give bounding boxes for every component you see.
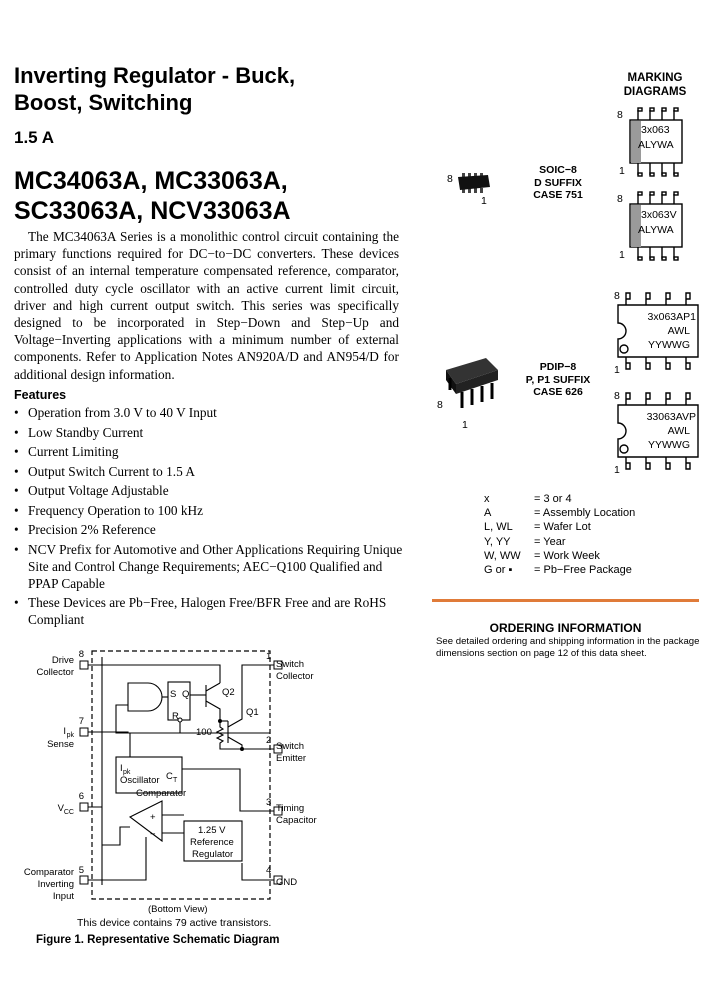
soic-package-icon xyxy=(440,160,500,210)
pin2-label: Switch xyxy=(276,741,304,752)
title-line-2: Boost, Switching xyxy=(14,90,193,115)
svg-text:T: T xyxy=(173,777,178,784)
svg-text:2: 2 xyxy=(266,735,272,746)
schematic-diagram xyxy=(20,645,340,915)
svg-text:Emitter: Emitter xyxy=(276,753,307,764)
page-title xyxy=(14,62,434,116)
svg-text:C: C xyxy=(166,771,173,782)
pdip-chip2-line3: YYWWG xyxy=(648,439,690,451)
marking-diagrams-heading: MARKING DIAGRAMS xyxy=(623,72,687,98)
svg-text:8: 8 xyxy=(78,649,84,660)
feature-item: • Output Voltage Adjustable xyxy=(14,483,169,498)
legend-row: x = 3 or 4 xyxy=(484,493,572,505)
pdip-chip1-line3: YYWWG xyxy=(648,339,690,351)
svg-text:R: R xyxy=(172,711,179,722)
svg-text:Q2: Q2 xyxy=(222,687,235,698)
soic-marking-chip-1 xyxy=(616,106,706,182)
legend-row: A = Assembly Location xyxy=(484,507,636,520)
feature-item: • Low Standby Current xyxy=(14,424,144,440)
pin1-label: Switch xyxy=(276,659,304,670)
package-outline xyxy=(92,651,270,899)
part-numbers-line-2: SC33063A, NCV33063A xyxy=(14,197,291,225)
bullet-icon: • xyxy=(14,541,19,557)
svg-text:1: 1 xyxy=(619,249,625,261)
bullet-icon: • xyxy=(14,424,19,440)
svg-text:1: 1 xyxy=(462,419,468,431)
svg-text:−: − xyxy=(150,829,156,840)
bullet-icon: • xyxy=(14,595,19,610)
pdip-marking-chip-1 xyxy=(610,287,706,377)
soic-chip1-line2: ALYWA xyxy=(638,139,674,151)
bullet-icon: • xyxy=(14,444,19,459)
section-divider xyxy=(432,599,699,602)
pin3-label: Timing xyxy=(276,803,305,814)
legend-row: G or ▪ = Pb−Free Package xyxy=(484,564,632,577)
ordering-text: See detailed ordering and shipping information in the package dimensions section on page 12 of this data sheet. xyxy=(436,636,700,659)
svg-text:Q: Q xyxy=(182,689,190,700)
bullet-icon: • xyxy=(14,502,19,518)
pdip-chip1-line2: AWL xyxy=(667,325,690,337)
svg-text:1: 1 xyxy=(614,364,620,376)
svg-text:Comparator: Comparator xyxy=(136,788,187,799)
soic-pin1-label: 1 xyxy=(481,195,487,207)
pdip-package-icon xyxy=(432,348,512,438)
svg-text:1.25 V: 1.25 V xyxy=(198,825,226,836)
svg-text:1: 1 xyxy=(266,651,272,662)
bullet-icon: • xyxy=(14,483,19,498)
svg-text:5: 5 xyxy=(78,865,84,876)
svg-text:Sense: Sense xyxy=(47,739,74,750)
feature-item: • NCV Prefix for Automotive and Other Applications Requiring Unique Site and Control Change Requirements; AEC−Q100 Qualified and PPAP Capable xyxy=(14,541,403,591)
legend-row: W, WW = Work Week xyxy=(484,549,600,562)
svg-text:Collector: Collector xyxy=(276,671,314,682)
svg-text:7: 7 xyxy=(78,716,84,727)
svg-text:6: 6 xyxy=(78,791,84,802)
pdip-chip1-line1: 3x063AP1 xyxy=(647,311,696,323)
svg-text:4: 4 xyxy=(266,865,272,876)
feature-item: • Operation from 3.0 V to 40 V Input xyxy=(14,405,217,420)
pdip-chip2-line1: 33063AVP xyxy=(646,411,696,423)
current-rating: 1.5 A xyxy=(14,128,55,147)
bullet-icon: • xyxy=(14,463,19,479)
feature-item: • Output Switch Current to 1.5 A xyxy=(14,463,195,479)
svg-text:8: 8 xyxy=(617,193,623,205)
pin4-label: GND xyxy=(276,877,298,888)
part-numbers xyxy=(14,166,434,226)
soic-pin8-label: 8 xyxy=(447,173,453,185)
feature-item: • Current Limiting xyxy=(14,444,119,459)
bullet-icon: • xyxy=(14,522,19,537)
svg-text:Reference: Reference xyxy=(190,837,234,848)
title-line-1: Inverting Regulator - Buck, xyxy=(14,63,296,88)
feature-item: • Frequency Operation to 100 kHz xyxy=(14,502,204,518)
legend-row: L, WL = Wafer Lot xyxy=(484,521,591,534)
intro-paragraph: The MC34063A Series is a monolithic control circuit containing the primary functions required for DC−to−DC converters. These devices consist of an internal temperature compensated reference, comparator, controlled duty cycle oscillator with an active current limit circuit, driver and high current output switch. This series was specifically designed to be incorporated in Step−Down and Step−Up and Voltage−Inverting applications with a minimum number of external components. Refer to Application Notes AN920A/D and AN954/D for additional design information. xyxy=(14,229,399,382)
svg-text:Capacitor: Capacitor xyxy=(276,815,317,826)
feature-item: • Precision 2% Reference xyxy=(14,522,156,537)
svg-text:1: 1 xyxy=(619,165,625,177)
transistor-note: This device contains 79 active transistors. xyxy=(77,917,272,929)
part-numbers-line-1: MC34063A, MC33063A, xyxy=(14,167,288,195)
soic-marking-chip-2 xyxy=(616,190,706,266)
svg-text:Q1: Q1 xyxy=(246,707,259,718)
svg-text:S: S xyxy=(170,689,177,700)
legend-row: Y, YY = Year xyxy=(484,535,566,548)
svg-text:3: 3 xyxy=(266,797,272,808)
soic-package-label: SOIC−8 D SUFFIX CASE 751 xyxy=(533,164,583,201)
soic-chip2-line2: ALYWA xyxy=(638,224,674,236)
svg-text:Collector: Collector xyxy=(36,667,74,678)
svg-text:Inverting: Inverting xyxy=(37,879,74,890)
svg-text:8: 8 xyxy=(614,290,620,302)
pdip-chip2-line2: AWL xyxy=(667,425,690,437)
pin8-label: Drive xyxy=(51,655,74,666)
pin6-label: V xyxy=(57,803,64,814)
bottom-view-label: (Bottom View) xyxy=(148,904,208,915)
svg-text:Regulator: Regulator xyxy=(192,849,234,860)
feature-item: • These Devices are Pb−Free, Halogen Free/BFR Free and are RoHS Compliant xyxy=(14,595,387,627)
pdip-marking-chip-2 xyxy=(610,387,706,477)
svg-text:pk: pk xyxy=(123,769,131,776)
svg-text:I: I xyxy=(120,763,123,774)
marking-legend xyxy=(484,492,635,577)
features-list xyxy=(14,404,409,631)
soic-chip2-line1: 3x063V xyxy=(641,209,677,221)
svg-text:Oscillator: Oscillator xyxy=(120,775,160,786)
svg-text:+: + xyxy=(150,812,156,823)
svg-text:1: 1 xyxy=(614,464,620,476)
soic-chip1-line1: 3x063 xyxy=(641,124,670,136)
figure-caption: Figure 1. Representative Schematic Diagram xyxy=(36,934,280,946)
svg-text:8: 8 xyxy=(617,109,623,121)
pdip-package-label: PDIP−8 P, P1 SUFFIX CASE 626 xyxy=(525,361,591,398)
svg-text:8: 8 xyxy=(614,390,620,402)
svg-text:Input: Input xyxy=(52,891,74,902)
svg-text:100: 100 xyxy=(196,727,212,738)
pin5-label: Comparator xyxy=(23,867,74,878)
bullet-icon: • xyxy=(14,405,19,420)
pin7-label: I xyxy=(63,726,66,737)
svg-text:CC: CC xyxy=(63,809,74,816)
svg-text:pk: pk xyxy=(66,732,74,739)
svg-text:8: 8 xyxy=(437,399,443,411)
features-heading: Features xyxy=(14,388,67,402)
ordering-heading: ORDERING INFORMATION xyxy=(489,621,642,635)
